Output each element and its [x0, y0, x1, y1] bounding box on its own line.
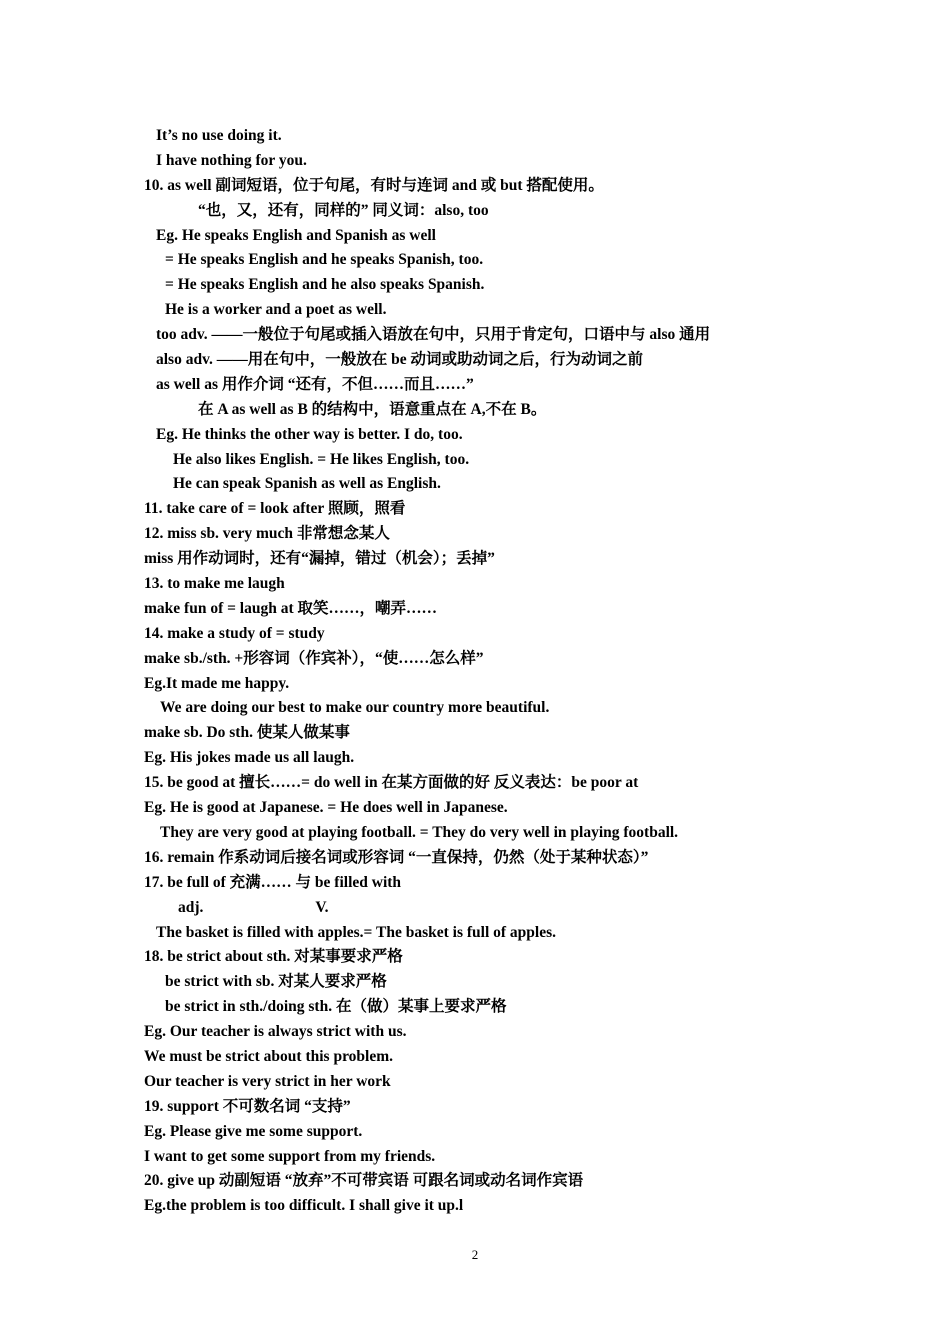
- text-line: The basket is filled with apples.= The basket is full of apples.: [156, 923, 556, 941]
- text-line: We must be strict about this problem.: [144, 1047, 394, 1065]
- item-12-heading: 12. miss sb. very much 非常想念某人: [144, 525, 390, 543]
- page-number: 2: [471, 1247, 479, 1262]
- item-18-heading: 18. be strict about sth. 对某事要求严格: [144, 948, 403, 966]
- text-line: make fun of = laugh at 取笑……，嘲弄……: [144, 599, 438, 617]
- text-line: He also likes English. = He likes English, too.: [173, 450, 470, 468]
- text-line: “也，又，还有，同样的” 同义词：also, too: [198, 201, 489, 219]
- text-line: I have nothing for you.: [156, 151, 307, 169]
- example-line: Eg. He speaks English and Spanish as well: [156, 226, 436, 244]
- item-19-heading: 19. support 不可数名词 “支持”: [144, 1097, 351, 1115]
- text-line: make sb. Do sth. 使某人做某事: [144, 724, 350, 742]
- adj-label: adj.: [178, 898, 204, 916]
- text-line: be strict in sth./doing sth. 在（做）某事上要求严格: [165, 998, 507, 1016]
- text-line: It’s no use doing it.: [156, 127, 282, 144]
- example-line: Eg.the problem is too difficult. I shall give it up.l: [144, 1197, 464, 1215]
- text-line: [144, 896, 804, 921]
- text-line: be strict with sb. 对某人要求严格: [165, 973, 387, 991]
- document-body: [144, 124, 804, 1219]
- item-13-heading: 13. to make me laugh: [144, 575, 285, 593]
- text-line: He can speak Spanish as well as English.: [173, 475, 441, 493]
- item-14-heading: 14. make a study of = study: [144, 624, 325, 642]
- text-line: We are doing our best to make our country more beautiful.: [160, 699, 550, 717]
- text-line: = He speaks English and he speaks Spanish, too.: [165, 251, 484, 269]
- item-20-heading: 20. give up 动副短语 “放弃”不可带宾语 可跟名词或动名词作宾语: [144, 1172, 584, 1190]
- text-line: miss 用作动词时，还有“漏掉，错过（机会）；丢掉”: [144, 550, 495, 568]
- item-10-heading: 10. as well 副词短语，位于句尾，有时与连词 and 或 but 搭配使用。: [144, 176, 604, 194]
- text-line: Our teacher is very strict in her work: [144, 1072, 391, 1090]
- text-line: 在 A as well as B 的结构中，语意重点在 A,不在 B。: [198, 400, 547, 418]
- example-line: Eg.It made me happy.: [144, 674, 290, 692]
- example-line: Eg. He is good at Japanese. = He does well in Japanese.: [144, 799, 508, 817]
- item-15-heading: 15. be good at 擅长……= do well in 在某方面做的好 反义表达：be poor at: [144, 774, 639, 792]
- text-line: make sb./sth. +形容词（作宾补），“使……怎么样”: [144, 649, 484, 667]
- example-line: Eg. He thinks the other way is better. I do, too.: [156, 425, 463, 443]
- example-line: Eg. His jokes made us all laugh.: [144, 749, 355, 767]
- example-line: Eg. Please give me some support.: [144, 1122, 363, 1140]
- text-line: He is a worker and a poet as well.: [165, 301, 387, 319]
- text-line: too adv. ——一般位于句尾或插入语放在句中，只用于肯定句，口语中与 also 通用: [156, 326, 711, 344]
- text-line: also adv. ——用在句中，一般放在 be 动词或助动词之后，行为动词之前: [156, 351, 643, 369]
- text-line: as well as 用作介词 “还有，不但……而且……”: [156, 375, 474, 393]
- text-line: = He speaks English and he also speaks Spanish.: [165, 276, 485, 294]
- verb-label: V.: [315, 898, 329, 916]
- text-line: They are very good at playing football. = They do very well in playing football.: [160, 823, 679, 841]
- text-line: I want to get some support from my friends.: [144, 1147, 436, 1165]
- item-11-heading: 11. take care of = look after 照顾，照看: [144, 500, 406, 518]
- example-line: Eg. Our teacher is always strict with us.: [144, 1023, 407, 1041]
- item-17-heading: 17. be full of 充满…… 与 be filled with: [144, 873, 402, 891]
- item-16-heading: 16. remain 作系动词后接名词或形容词 “一直保持，仍然（处于某种状态）”: [144, 848, 649, 866]
